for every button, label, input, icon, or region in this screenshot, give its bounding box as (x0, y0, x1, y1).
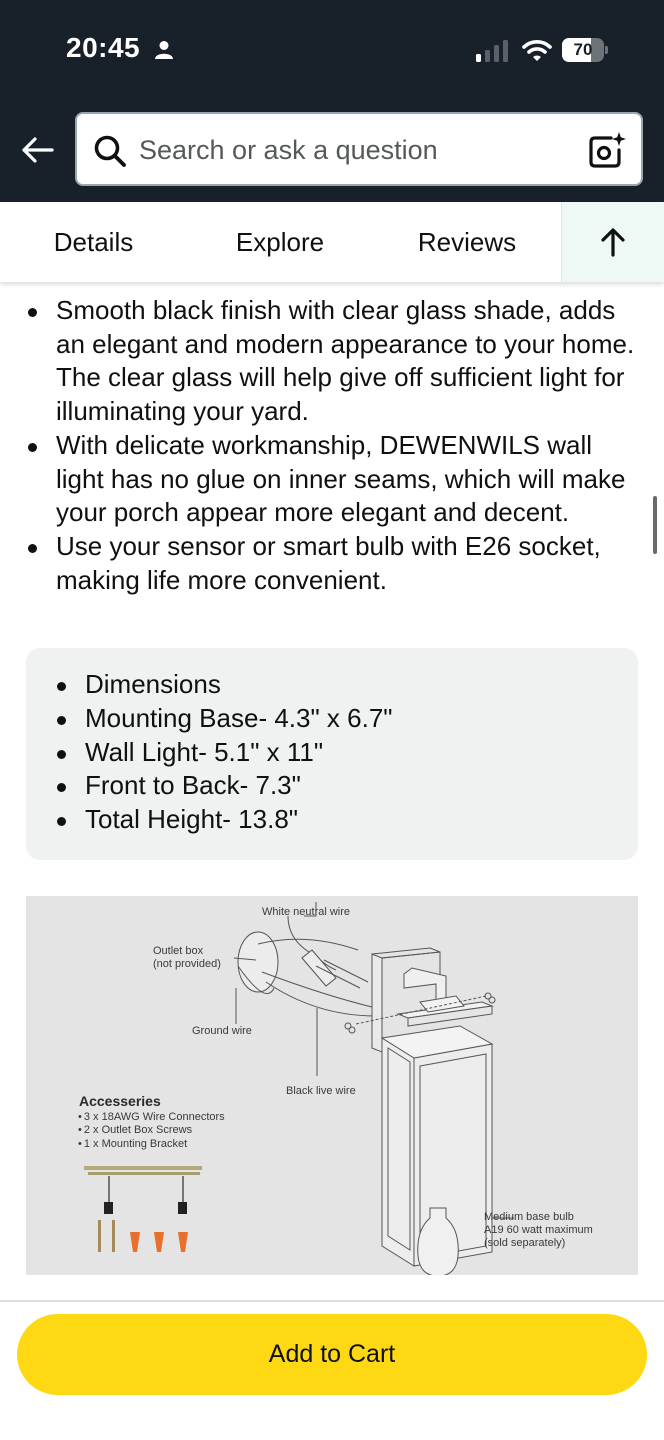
dimensions-box (26, 648, 638, 860)
status-bar (0, 0, 664, 100)
add-to-cart-button[interactable]: Add to Cart (17, 1314, 647, 1395)
app-header (0, 100, 664, 202)
person-icon (154, 40, 174, 60)
label-outlet-box: Outlet box (153, 945, 204, 957)
tab-explore[interactable]: Explore (235, 227, 325, 257)
label-white-neutral-wire: White neutral wire (262, 906, 351, 918)
search-input[interactable] (139, 128, 569, 172)
accessories-title: Accesseries (79, 1093, 161, 1109)
label-bulb-type: Medium base bulb (484, 1211, 574, 1223)
label-black-live-wire: Black live wire (286, 1085, 356, 1097)
dimension-item: Wall Light- 5.1" x 11" (54, 736, 393, 770)
search-icon (93, 134, 127, 168)
dimension-item: Front to Back- 7.3" (54, 769, 393, 803)
feature-bullet: Use your sensor or smart bulb with E26 socket, making life more convenient. (24, 530, 644, 597)
bottom-action-bar (0, 1300, 664, 1440)
dimension-item: Dimensions (54, 668, 393, 702)
scrollbar[interactable] (653, 496, 657, 554)
arrow-up-icon (598, 226, 628, 258)
feature-bullets (24, 294, 644, 597)
section-tabs (0, 202, 664, 282)
signal-icon (474, 40, 512, 62)
accessory-item: • 3 x 18AWG Wire Connectors (78, 1111, 225, 1124)
search-bar[interactable] (75, 112, 643, 186)
battery-icon (562, 38, 608, 62)
accessory-item: • 2 x Outlet Box Screws (78, 1124, 225, 1137)
feature-bullet: With delicate workmanship, DEWENWILS wall light has no glue on inner seams, which will make your porch appear more elegant and decent. (24, 429, 644, 530)
installation-diagram-image[interactable] (26, 896, 638, 1275)
label-ground-wire: Ground wire (192, 1025, 252, 1037)
label-bulb-wattage: A19 60 watt maximum (484, 1224, 593, 1236)
scroll-to-top-button[interactable] (561, 202, 664, 282)
label-bulb-note: (sold separately) (484, 1237, 566, 1249)
tab-details[interactable]: Details (53, 227, 134, 257)
dimension-item: Mounting Base- 4.3" x 6.7" (54, 702, 393, 736)
battery-percent: 70 (573, 40, 593, 59)
arrow-left-icon[interactable] (18, 130, 58, 170)
label-outlet-box-note: (not provided) (153, 958, 221, 970)
camera-sparkle-icon[interactable] (587, 130, 627, 170)
accessory-item: • 1 x Mounting Bracket (78, 1138, 225, 1151)
dimensions-list (54, 668, 393, 837)
status-time: 20:45 (66, 32, 141, 63)
tab-reviews[interactable]: Reviews (417, 227, 517, 257)
accessories-list (78, 1111, 225, 1151)
product-details-content (0, 282, 664, 1300)
wifi-icon (522, 38, 552, 62)
dimension-item: Total Height- 13.8" (54, 803, 393, 837)
feature-bullet: Smooth black finish with clear glass shade, adds an elegant and modern appearance to your home. The clear glass will help give off sufficient light for illuminating your yard. (24, 294, 644, 429)
